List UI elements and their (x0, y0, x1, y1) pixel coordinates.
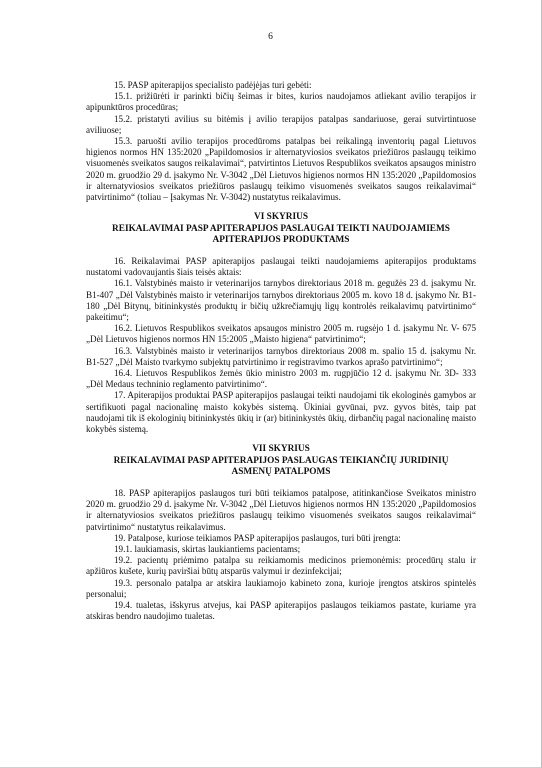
paragraph-17: 17. Apiterapijos produktai PASP apiterapijos paslaugai teikti naudojami tik ekologinės gamybos ar sertifikuoti pagal nacionalinę maisto kokybės sistemą. Ūkiniai gyvūnai, pvz. gyvos bitės, taip pat naudojami tik iš ekologinių bitininkystės ūkių ir (ar) bitininkystės ūkių, dirbančių pagal nacionalinę maisto kokybės sistemą. (86, 390, 476, 435)
paragraph-19-4: 19.4. tualetas, išskyrus atvejus, kai PASP apiterapijos paslaugos teikiamos pastate, kuriame yra atskiras bendro naudojimo tualetas. (86, 600, 476, 622)
spacer (86, 247, 476, 256)
paragraph-16-1: 16.1. Valstybinės maisto ir veterinarijos tarnybos direktoriaus 2018 m. gegužės 23 d. įsakymu Nr. B1-407 „Dėl Valstybinės maisto ir veterinarijos tarnybos direktoriaus 2005 m. kovo 18 d. įsakymo Nr. B1-180 „Dėl Bitynų, bitininkystės produktų ir bičių užkrečiamųjų ligų kontrolės reikalavimų patvirtinimo“ pakeitimu“; (86, 278, 476, 323)
chapter-7-number: VII SKYRIUS (252, 444, 310, 455)
paragraph-18: 18. PASP apiterapijos paslaugos turi būti teikiamos patalpose, atitinkančiose Sveikatos ministro 2020 m. gruodžio 29 d. įsakyme Nr. V-3042 „Dėl Lietuvos higienos normos HN 135:2020 „Papildomosios ir alternatyviosios sveikatos priežiūros paslaugų teikimo visuomenės sveikatos saugos reikalavimai“ patvirtinimo“ nustatytus reikalavimus. (86, 488, 476, 532)
paragraph-16-4: 16.4. Lietuvos Respublikos žemės ūkio ministro 2003 m. rugpjūčio 12 d. įsakymu Nr. 3D- 333 „Dėl Medaus techninio reglamento patvirtinimo“. (86, 368, 476, 390)
spacer (86, 203, 476, 212)
paragraph-19-1: 19.1. laukiamasis, skirtas laukiantiems pacientams; (114, 544, 301, 555)
paragraph-15-2: 15.2. pristatyti avilius su bitėmis į avilio terapijos patalpas sandariuose, gerai sutvirtintuose aviliuose; (86, 113, 476, 135)
spacer (86, 479, 476, 488)
paragraph-16: 16. Reikalavimai PASP apiterapijos paslaugai teikti naudojamiems apiterapijos produktams nustatomi vadovaujantis šiais teisės aktais: (86, 256, 476, 278)
chapter-6-title-line1: REIKALAVIMAI PASP APITERAPIJOS PASLAUGAI TEIKTI NAUDOJAMIEMS (112, 223, 450, 234)
chapter-7-title-line1: REIKALAVIMAI PASP APITERAPIJOS PASLAUGAS TEIKIANČIŲ JURIDINIŲ (113, 455, 449, 466)
paragraph-15-3: 15.3. paruošti avilio terapijos procedūroms patalpas bei reikalingą inventorių pagal Lietuvos higienos normos HN 135:2020 „Papildomosios ir alternatyviosios sveikatos priežiūros paslaugų teikimo visuomenės sveikatos saugos reikalavimai“, patvirtintos Lietuvos Respublikos sveikatos apsaugos ministro 2020 m. gruodžio 29 d. įsakymo Nr. V-3042 „Dėl Lietuvos higienos normos HN 135:2020 „Papildomosios ir alternatyviosios sveikatos priežiūros paslaugų teikimo visuomenės sveikatos saugos reikalavimai“ patvirtinimo“ (toliau – Įsakymas Nr. V-3042) nustatytus reikalavimus. (86, 136, 476, 203)
page-number: 6 (268, 32, 273, 42)
chapter-6-number: VI SKYRIUS (254, 212, 308, 223)
document-body (86, 80, 476, 622)
paragraph-16-2: 16.2. Lietuvos Respublikos sveikatos apsaugos ministro 2005 m. rugsėjo 1 d. įsakymu Nr. V- 675 „Dėl Lietuvos higienos normos HN 15:2005 „Maisto higiena“ patvirtinimo“; (86, 323, 476, 345)
chapter-6-title-line2: APITERAPIJOS PRODUKTAMS (212, 235, 350, 246)
paragraph-19-2: 19.2. pacientų priėmimo patalpa su reikiamomis medicinos priemonėmis: procedūrų stalu ir apžiūros kušete, kurių paviršiai būtų atsparūs valymui ir dezinfekcijai; (86, 555, 476, 577)
paragraph-16-3: 16.3. Valstybinės maisto ir veterinarijos tarnybos direktoriaus 2008 m. spalio 15 d. įsakymu Nr. B1-527 „Dėl Maisto tvarkymo subjektų patvirtinimo ir registravimo tvarkos aprašo patvirtinimo“; (86, 345, 476, 367)
paragraph-19: 19. Patalpose, kuriose teikiamos PASP apiterapijos paslaugos, turi būti įrengta: (114, 532, 401, 543)
spacer (86, 435, 476, 444)
paragraph-15-1: 15.1. prižiūrėti ir parinkti bičių šeimas ir bites, kurios naudojamos atliekant avilio terapijos ir apipunktūros procedūras; (86, 91, 476, 113)
paragraph-19-3: 19.3. personalo patalpa ar atskira laukiamojo kabineto zona, kurioje įrengtos atskiros spintelės personalui; (86, 577, 476, 599)
paragraph-15: 15. PASP apiterapijos specialisto padėjėjas turi gebėti: (114, 80, 312, 90)
chapter-7-title-line2: ASMENŲ PATALPOMS (231, 467, 331, 478)
